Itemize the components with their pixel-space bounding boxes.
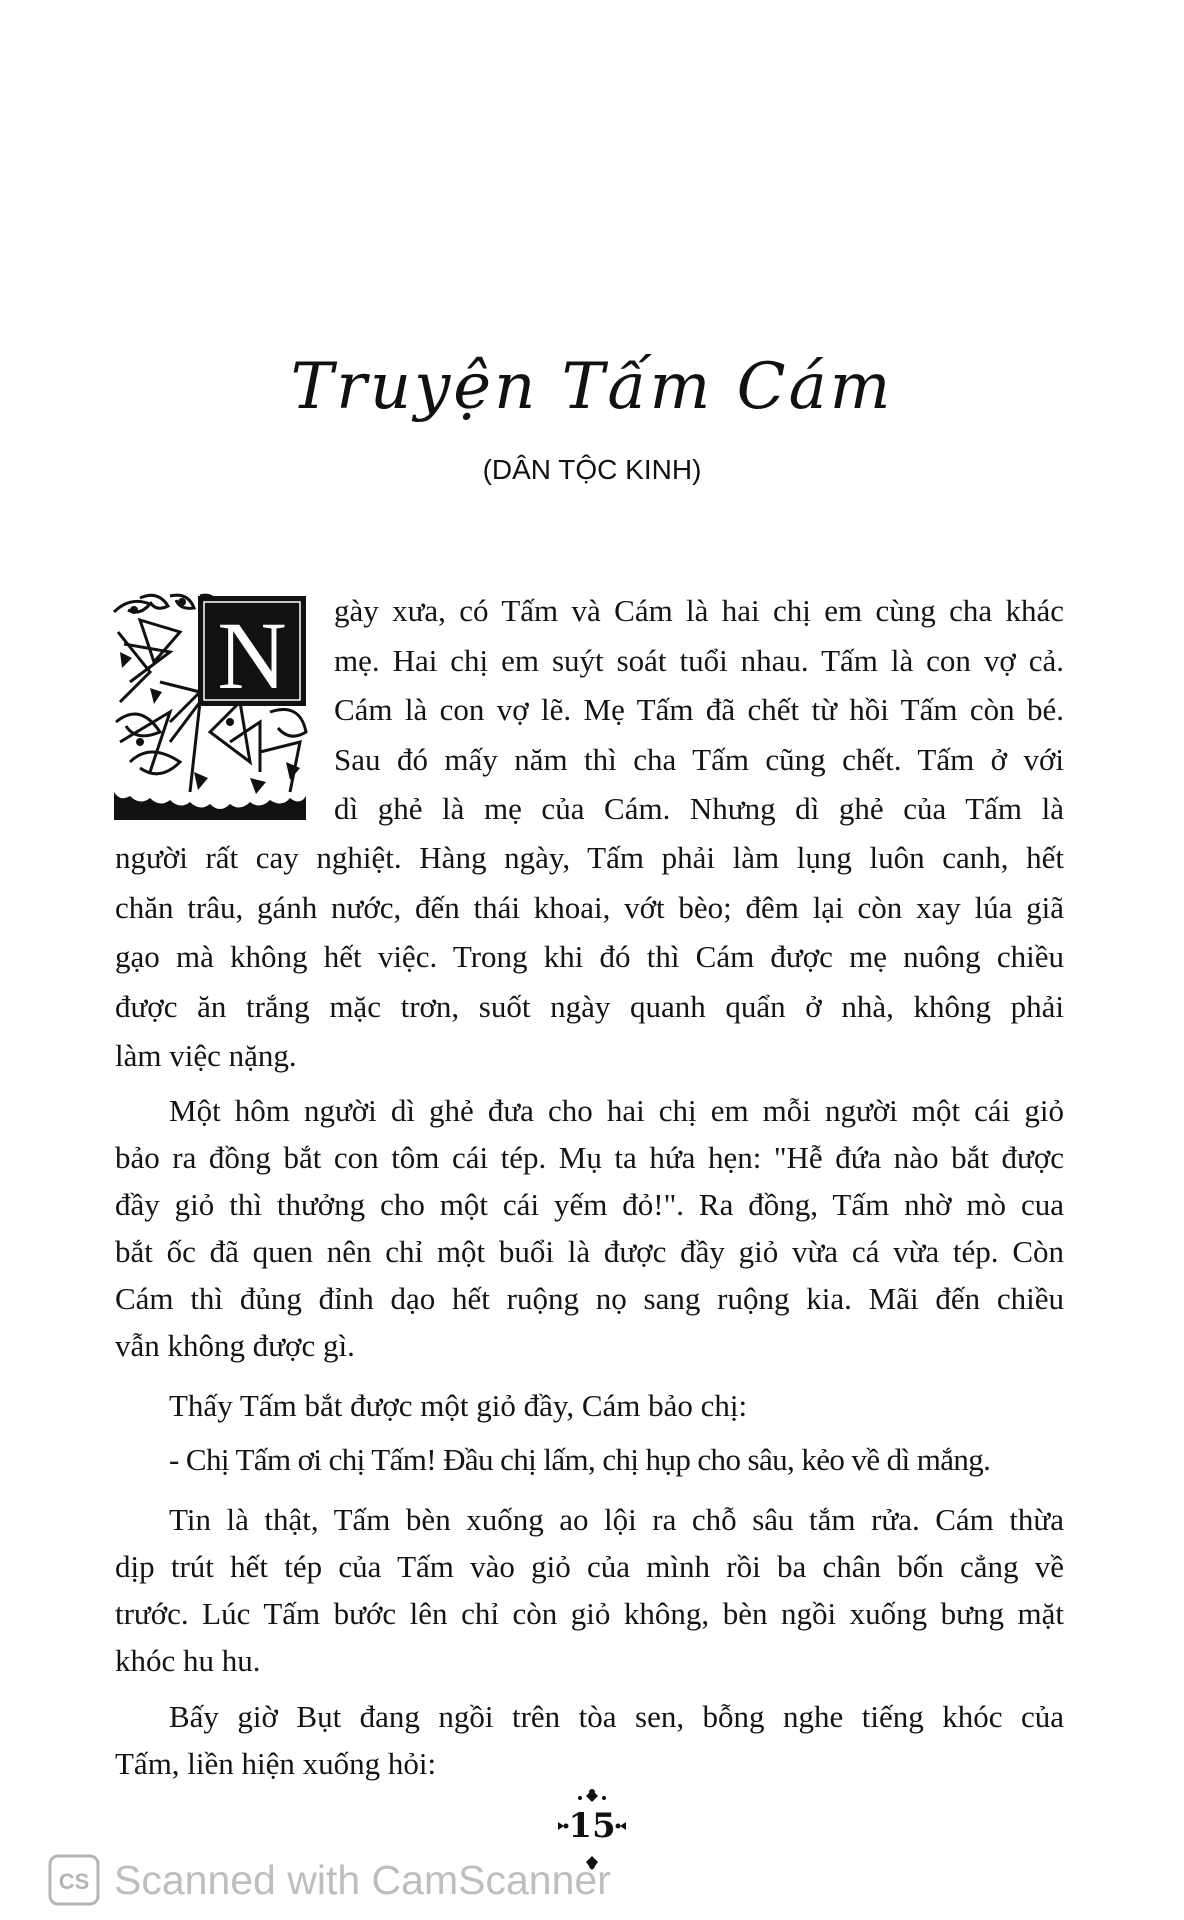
story-title: Truyện Tấm Cám xyxy=(290,350,894,424)
text-line: trước. Lúc Tấm bước lên chỉ còn giỏ không, bèn ngồi xuống bưng mặt xyxy=(115,1596,1064,1631)
text-line: Tin là thật, Tấm bèn xuống ao lội ra chỗ sâu tắm rửa. Cám thừa xyxy=(169,1502,1064,1537)
paragraph-6 xyxy=(115,1693,1064,1787)
text-line: Cám thì đủng đỉnh dạo hết ruộng nọ sang ruộng kia. Mãi đến chiều xyxy=(115,1281,1064,1316)
text-line: Thấy Tấm bắt được một giỏ đầy, Cám bảo chị: xyxy=(169,1388,748,1423)
text-line: Sau đó mấy năm thì cha Tấm cũng chết. Tấm ở với xyxy=(334,741,1064,777)
page-number-text: 15 xyxy=(568,1806,616,1846)
text-line: vẫn không được gì. xyxy=(115,1328,355,1363)
paragraph-2 xyxy=(115,1087,1064,1369)
paragraph-1-continued xyxy=(115,833,1064,1081)
text-line: gạo mà không hết việc. Trong khi đó thì Cám được mẹ nuông chiều xyxy=(115,939,1064,974)
text-line: khóc hu hu. xyxy=(115,1643,261,1678)
camscanner-logo-text: CS xyxy=(58,1869,90,1894)
text-line: - Chị Tấm ơi chị Tấm! Đầu chị lấm, chị hụp cho sâu, kẻo về dì mắng. xyxy=(169,1442,991,1477)
paragraph-3 xyxy=(115,1382,1064,1429)
text-line: mẹ. Hai chị em suýt soát tuổi nhau. Tấm là con vợ cả. xyxy=(334,642,1064,678)
text-line: làm việc nặng. xyxy=(115,1038,297,1073)
story-subtitle: (DÂN TỘC KINH) xyxy=(482,454,702,485)
text-line: người rất cay nghiệt. Hàng ngày, Tấm phải làm lụng luôn canh, hết xyxy=(115,840,1064,875)
paragraph-1-opening xyxy=(334,586,1064,834)
text-line: dì ghẻ là mẹ của Cám. Nhưng dì ghẻ của Tấm là xyxy=(334,791,1064,826)
text-line: gày xưa, có Tấm và Cám là hai chị em cùng cha khác xyxy=(334,593,1064,628)
text-line: được ăn trắng mặc trơn, suốt ngày quanh quẩn ở nhà, không phải xyxy=(115,988,1064,1024)
text-line: bảo ra đồng bắt con tôm cái tép. Mụ ta hứa hẹn: "Hễ đứa nào bắt được xyxy=(115,1140,1064,1175)
watermark-text: Scanned with CamScanner xyxy=(114,1856,611,1903)
paragraph-4-dialogue xyxy=(115,1436,1064,1483)
text-line: dịp trút hết tép của Tấm vào giỏ của mình rồi ba chân bốn cẳng về xyxy=(115,1549,1064,1584)
scanner-watermark xyxy=(48,1840,611,1920)
text-line: Tấm, liền hiện xuống hỏi: xyxy=(115,1746,437,1781)
text-line: Cám là con vợ lẽ. Mẹ Tấm đã chết từ hồi Tấm còn bé. xyxy=(334,692,1064,727)
camscanner-logo-icon xyxy=(48,1854,100,1906)
text-line: chăn trâu, gánh nước, đến thái khoai, vớt bèo; đêm lại còn xay lúa giã xyxy=(115,889,1064,925)
drop-cap-ornament xyxy=(110,592,310,820)
text-line: Một hôm người dì ghẻ đưa cho hai chị em mỗi người một cái giỏ xyxy=(169,1093,1064,1128)
text-line: bắt ốc đã quen nên chỉ một buổi là được đầy giỏ vừa cá vừa tép. Còn xyxy=(115,1234,1064,1269)
text-line: đầy giỏ thì thưởng cho một cái yếm đỏ!". Ra đồng, Tấm nhờ mò cua xyxy=(115,1187,1064,1222)
text-line: Bấy giờ Bụt đang ngồi trên tòa sen, bỗng nghe tiếng khóc của xyxy=(169,1699,1064,1734)
drop-cap-letter: N xyxy=(217,602,287,709)
paragraph-5 xyxy=(115,1496,1064,1684)
